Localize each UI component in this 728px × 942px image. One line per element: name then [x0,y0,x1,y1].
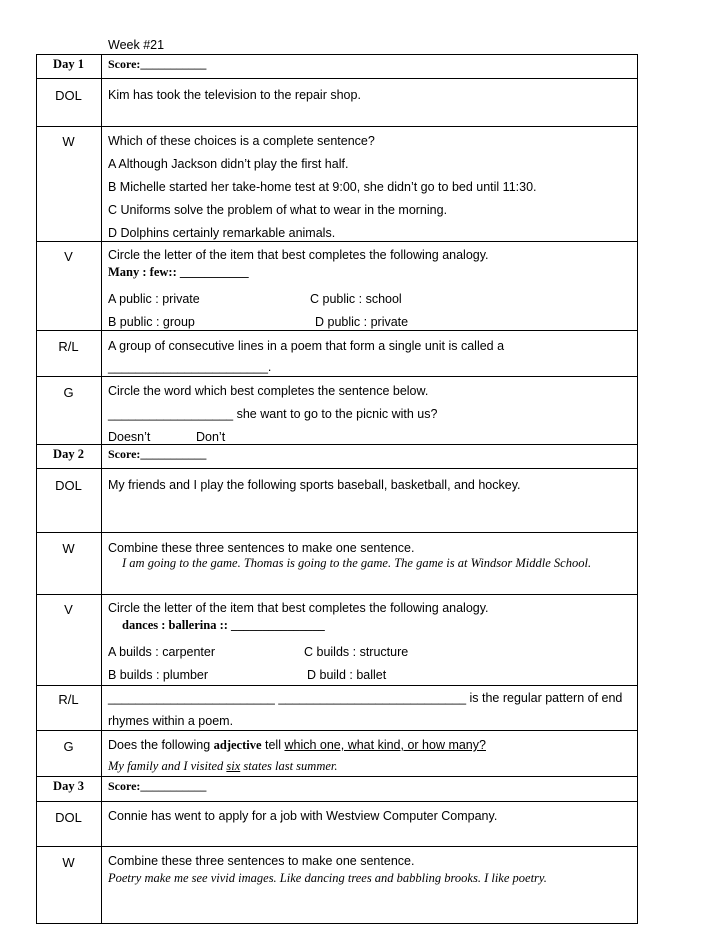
dol-sentence: Connie has went to apply for a job with Westview Computer Company. [108,809,498,823]
v-analogy: Many : few:: ___________ [108,265,249,279]
v-choice-a: A builds : carpenter [108,645,216,659]
row-label-v: V [64,249,73,264]
row-divider [36,532,638,533]
row-divider [36,594,638,595]
dol-sentence: Kim has took the television to the repair shop. [108,88,361,102]
w-choice-d: D Dolphins certainly remarkable animals. [108,226,336,240]
w-choice-a: A Although Jackson didn’t play the first half. [108,157,349,171]
row-divider [36,376,638,377]
column-divider [101,54,102,924]
week-title: Week #21 [108,38,165,52]
row-divider [36,330,638,331]
row-label-rl: R/L [58,692,79,707]
rl-line-2: rhymes within a poem. [108,714,234,728]
g-sentence-pre: My family and I visited [108,759,227,773]
row-divider [36,126,638,127]
day-label: Day 1 [53,57,84,71]
w-question: Combine these three sentences to make one sentence. [108,541,415,555]
g-question [108,738,486,753]
row-divider [36,444,638,445]
v-choice-c: C builds : structure [304,645,409,659]
row-divider [36,241,638,242]
g-sentence-target-word: six [226,759,241,773]
row-label-dol: DOL [55,810,82,825]
w-sentences: Poetry make me see vivid images. Like dancing trees and babbling brooks. I like poetry. [108,871,547,885]
v-choice-c: C public : school [310,292,402,306]
row-label-rl: R/L [58,339,79,354]
v-choice-d: D public : private [315,315,409,329]
row-label-w: W [62,855,75,870]
row-label-g: G [63,739,74,754]
row-label-w: W [62,541,75,556]
row-divider [36,846,638,847]
row-divider [36,685,638,686]
g-sentence: __________________ she want to go to the picnic with us? [108,407,438,421]
row-divider [36,801,638,802]
g-sentence-post: states last summer. [240,759,338,773]
score-field: Score:___________ [108,447,207,461]
row-divider [36,730,638,731]
v-analogy: dances : ballerina :: _______________ [122,618,325,632]
w-choice-c: C Uniforms solve the problem of what to wear in the morning. [108,203,448,217]
g-question-mid: tell [261,738,285,752]
g-question-options: which one, what kind, or how many? [284,738,486,752]
v-question: Circle the letter of the item that best completes the following analogy. [108,601,489,615]
day-label: Day 2 [53,447,84,461]
v-question: Circle the letter of the item that best completes the following analogy. [108,248,489,262]
v-choice-b: B public : group [108,315,195,329]
v-choice-a: A public : private [108,292,200,306]
g-question: Circle the word which best completes the sentence below. [108,384,429,398]
row-label-dol: DOL [55,88,82,103]
row-divider [36,78,638,79]
w-question: Combine these three sentences to make one sentence. [108,854,415,868]
v-choice-b: B builds : plumber [108,668,209,682]
rl-line-1: A group of consecutive lines in a poem that form a single unit is called a [108,339,505,353]
dol-sentence: My friends and I play the following sports baseball, basketball, and hockey. [108,478,521,492]
v-choice-d: D build : ballet [307,668,387,682]
row-divider [36,468,638,469]
row-divider [36,776,638,777]
g-option-1: Doesn’t [108,430,151,444]
score-field: Score:___________ [108,779,207,793]
w-choice-b: B Michelle started her take-home test at 9:00, she didn’t go to bed until 11:30. [108,180,537,194]
row-label-v: V [64,602,73,617]
day-label: Day 3 [53,779,84,793]
g-sentence [108,759,338,774]
w-question: Which of these choices is a complete sentence? [108,134,375,148]
g-question-pre: Does the following [108,738,214,752]
row-label-g: G [63,385,74,400]
score-field: Score:___________ [108,57,207,71]
w-sentences: I am going to the game. Thomas is going to the game. The game is at Windsor Middle School. [122,556,592,570]
g-question-keyword: adjective [213,738,262,752]
g-option-2: Don’t [196,430,226,444]
row-label-w: W [62,134,75,149]
rl-line-1: ________________________ ___________________________ is the regular pattern of end [108,691,623,705]
row-label-dol: DOL [55,478,82,493]
rl-line-2: _______________________. [108,360,272,374]
